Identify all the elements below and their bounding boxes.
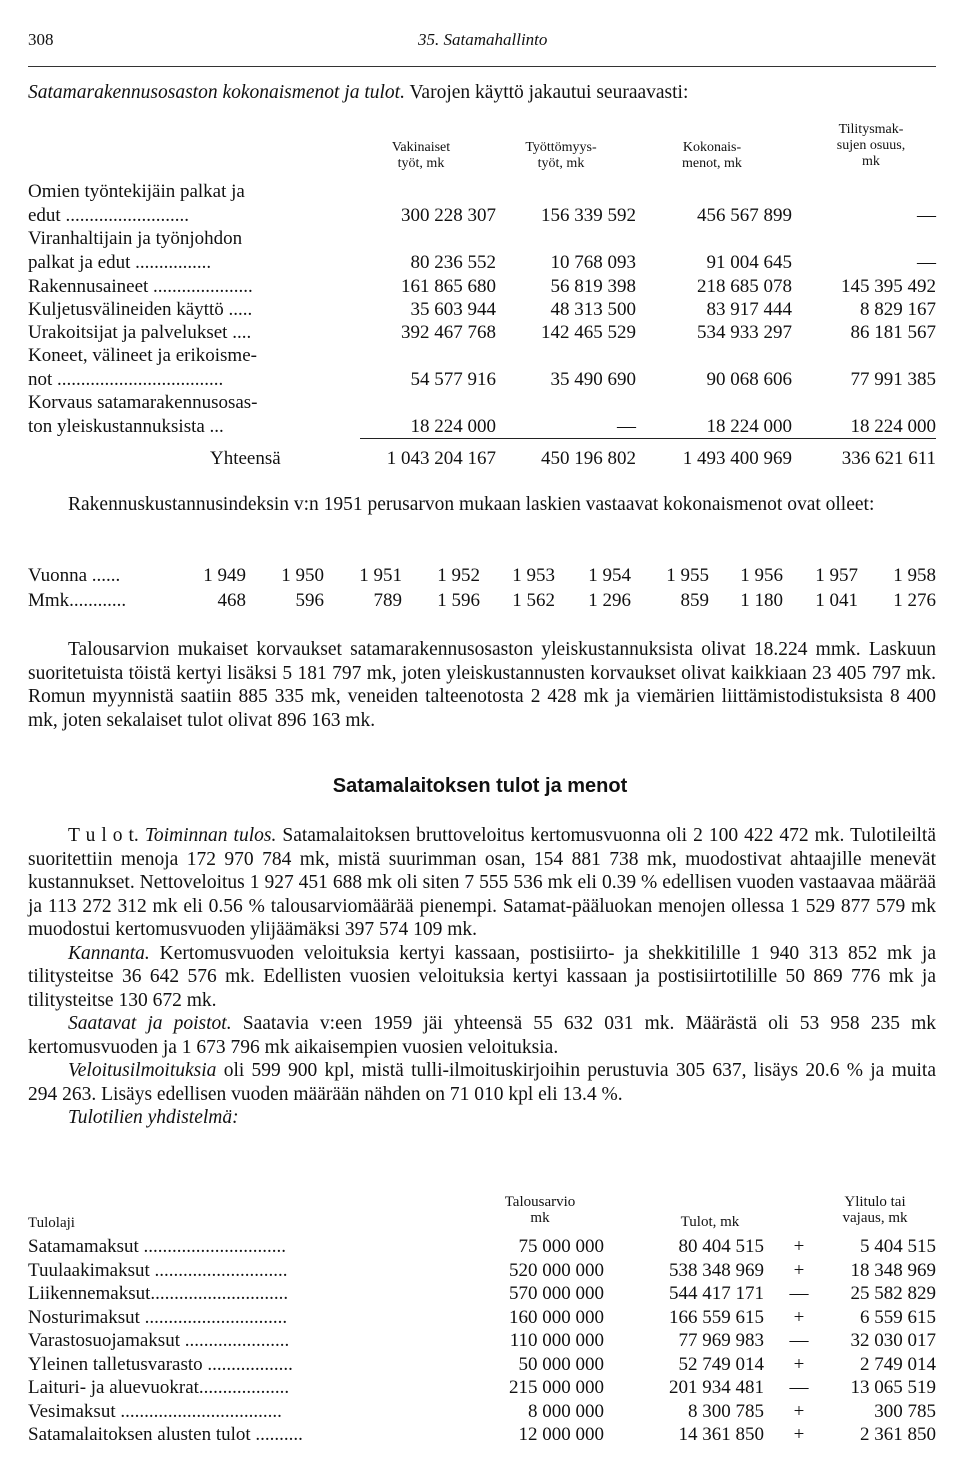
total-cell: 1 493 400 969 [682,448,792,469]
table-cell: 534 933 297 [697,322,792,343]
table-cell: 142 465 529 [541,322,636,343]
income-row-label: Vesimaksut .................................. [28,1400,282,1422]
column-header: Tilitysmak- sujen osuus, mk [836,122,906,169]
diff-cell: 13 065 519 [850,1377,936,1398]
column-header: Tulot, mk [680,1214,740,1230]
sign-cell: — [789,1283,809,1304]
table-cell: 80 236 552 [410,252,496,273]
mmk-cell: 596 [295,590,324,611]
mmk-cell: 859 [680,590,709,611]
diff-cell: 5 404 515 [860,1236,936,1257]
column-header: Vakinaiset työt, mk [391,140,451,171]
table-cell: 18 224 000 [410,416,496,437]
sign-cell: + [793,1259,805,1281]
paragraph-3 [28,824,936,1130]
intro-line [28,82,688,104]
mmk-cell: 1 596 [437,590,480,611]
column-header: Työttömyys- työt, mk [525,140,597,171]
year-cell: 1 949 [203,565,246,586]
income-cell: 52 749 014 [678,1353,764,1375]
income-cell: 166 559 615 [669,1306,764,1328]
table-cell: 456 567 899 [697,205,792,226]
para4-text: Kertomusvuoden veloituksia kertyi kassaan, postisiirto- ja shekkitilille 1 940 313 852 mk ja tilitysteitse 36 642 576 mk. Edellisten vuosien veloituksia kertyi kassaan ja postisiirtotilille 50 869 776 mk ja tilitysteitse 130 672 mk. [28,942,936,1011]
diff-cell: 18 348 969 [850,1259,936,1281]
budget-cell: 12 000 000 [518,1424,604,1445]
diff-cell: 6 559 615 [860,1306,936,1328]
table-cell: 8 829 167 [860,299,936,320]
table-cell: 77 991 385 [850,369,936,390]
income-cell: 8 300 785 [688,1400,764,1422]
table-cell: 18 224 000 [706,416,792,437]
mmk-cell: 789 [373,590,402,611]
income-cell: 14 361 850 [678,1424,764,1445]
intro-italic: Satamarakennusosaston kokonaismenot ja tulot. [28,82,405,103]
budget-cell: 520 000 000 [509,1259,604,1281]
para6-text: oli 599 900 kpl, mistä tulli-ilmoituskirjoihin perustuvia 305 637, lisäys 20.6 % ja muita 294 263. Lisäys edellisen vuoden määrään nähden on 71 010 kpl eli 13.4 %. [28,1060,936,1105]
para6-italic: Veloitusilmoituksia [68,1060,217,1081]
para3-lead: T u l o t. [68,825,139,846]
income-row-label: Nosturimaksut .............................. [28,1306,288,1328]
row-label: Viranhaltijain ja työnjohdon [28,228,243,249]
running-head: 35. Satamahallinto [418,30,548,49]
table-cell: 218 685 078 [697,276,792,297]
row-label: Rakennusaineet ..................... [28,276,253,297]
row-label: Kuljetusvälineiden käyttö ..... [28,299,253,320]
mmk-cell: 1 562 [512,590,555,611]
column-header: Ylitulo tai vajaus, mk [842,1194,908,1226]
income-row-label: Liikennemaksut............................. [28,1283,289,1304]
table-cell: — [917,205,936,226]
index-paragraph [28,493,936,517]
income-row-label: Yleinen talletusvarasto .................. [28,1353,293,1375]
table-cell: 56 819 398 [550,276,636,297]
year-cell: 1 957 [815,565,858,586]
income-cell: 544 417 171 [669,1283,764,1304]
income-row-label: Satamalaitoksen alusten tulot .......... [28,1424,303,1445]
paragraph-2 [28,638,936,732]
table-cell: 18 224 000 [850,416,936,437]
budget-cell: 8 000 000 [528,1400,604,1422]
table-cell: 35 490 690 [550,369,636,390]
table-cell: 392 467 768 [401,322,496,343]
index-text: Rakennuskustannusindeksin v:n 1951 perusarvon mukaan laskien vastaavat kokonaismenot ovat olleet: [68,494,875,515]
para3-lead-italic: Toiminnan tulos. [144,825,277,846]
sign-cell: + [793,1400,805,1422]
table-cell: 10 768 093 [550,252,636,273]
total-cell: 336 621 611 [841,448,936,469]
year-cell: 1 951 [359,565,402,586]
year-cell: 1 954 [588,565,631,586]
para5-text: Saatavia v:een 1959 jäi yhteensä 55 632 031 mk. Määrästä oli 53 958 235 mk kertomusvuoden ja 1 673 796 mk aikaisempien vuosien veloituksia. [28,1013,937,1058]
income-row-label: Satamamaksut .............................. [28,1236,287,1257]
sign-cell: + [793,1353,805,1375]
diff-cell: 300 785 [874,1400,936,1422]
column-header: Tulolaji [28,1215,75,1231]
mmk-cell: 1 180 [740,590,783,611]
year-cell: 1 958 [893,565,936,586]
total-label: Yhteensä [210,448,281,469]
income-cell: 538 348 969 [669,1259,764,1281]
year-row-label: Vuonna ...... [28,565,121,586]
year-cell: 1 952 [437,565,480,586]
table-cell: 35 603 944 [410,299,496,320]
total-cell: 1 043 204 167 [386,448,496,469]
header-rule [28,66,936,67]
sign-cell: + [793,1306,805,1328]
income-cell: 201 934 481 [669,1377,764,1398]
budget-cell: 160 000 000 [509,1306,604,1328]
intro-rest: Varojen käyttö jakautui seuraavasti: [409,82,689,103]
diff-cell: 2 361 850 [860,1424,936,1445]
table-sum-rule [360,438,936,439]
year-cell: 1 953 [512,565,555,586]
row-label: Urakoitsijat ja palvelukset .... [28,322,252,343]
income-cell: 77 969 983 [678,1330,764,1351]
mmk-cell: 1 276 [893,590,936,611]
para3-text: Satamalaitoksen bruttoveloitus kertomusvuonna oli 2 100 422 472 mk. Tulotileiltä suoritettiin menoja 172 970 784 mk, mistä suurimman osan, 154 881 738 mk, muodostivat ahtaajille menevät kustannukset. Nettoveloitus 1 927 451 688 mk oli siten 7 555 536 mk eli 0.39 % edellisen vuoden vastaavaa määrää ja 113 272 312 mk eli 0.56 % talousarviomäärää pienempi. Satamat-pääluokan menojen ollessa 1 529 877 579 mk muodostui kertomusvuoden ylijäämäksi 397 574 109 mk. [28,825,936,940]
row-label: Korvaus satamarakennusosas- [28,392,258,413]
year-cell: 1 950 [281,565,324,586]
table-cell: 300 228 307 [401,205,496,226]
table2-title: Tulotilien yhdistelmä: [68,1107,239,1128]
row-label: not ................................... [28,369,224,390]
mmk-cell: 1 041 [815,590,858,611]
table-cell: 48 313 500 [550,299,636,320]
budget-cell: 570 000 000 [509,1283,604,1304]
year-cell: 1 956 [740,565,783,586]
table-cell: 161 865 680 [401,276,496,297]
diff-cell: 2 749 014 [860,1353,936,1375]
row-label: palkat ja edut ................ [28,252,212,273]
income-cell: 80 404 515 [678,1236,764,1257]
income-row-label: Tuulaakimaksut ............................ [28,1259,288,1281]
para4-italic: Kannanta. [68,942,150,964]
budget-cell: 75 000 000 [518,1236,604,1257]
budget-cell: 215 000 000 [509,1377,604,1398]
sign-cell: + [793,1236,805,1257]
row-label: Omien työntekijäin palkat ja [28,181,245,202]
sign-cell: + [793,1424,805,1445]
row-label: edut .......................... [28,205,189,226]
column-header: Kokonais- menot, mk [682,140,742,171]
table-cell: 54 577 916 [410,369,496,390]
table-cell: 83 917 444 [706,299,792,320]
row-label: ton yleiskustannuksista ... [28,416,224,437]
mmk-cell: 1 296 [588,590,631,611]
table-cell: 86 181 567 [850,322,936,343]
section-title: Satamalaitoksen tulot ja menot [332,775,628,797]
table-cell: 145 395 492 [841,276,936,297]
sign-cell: — [789,1330,809,1351]
diff-cell: 25 582 829 [850,1283,936,1304]
total-cell: 450 196 802 [541,448,636,469]
income-row-label: Varastosuojamaksut ...................... [28,1330,290,1351]
sign-cell: — [789,1377,809,1398]
column-header: Talousarvio mk [504,1194,576,1226]
budget-cell: 110 000 000 [509,1330,604,1351]
budget-cell: 50 000 000 [518,1353,604,1375]
table-cell: 90 068 606 [706,369,792,390]
income-row-label: Laituri- ja aluevuokrat................... [28,1377,290,1398]
year-cell: 1 955 [666,565,709,586]
table-cell: — [617,416,636,437]
diff-cell: 32 030 017 [850,1330,936,1351]
table-cell: 156 339 592 [541,205,636,226]
para2-text: Talousarvion mukaiset korvaukset satamarakennusosaston yleiskustannuksista olivat 18.224 mmk. Laskuun suoritetuista töistä kertyi lisäksi 5 181 797 mk, joten yleiskustannusten korvaukset olivat kaikkiaan 23 405 797 mk. Romun myynnistä saatiin 885 335 mk, veneiden talteenotosta 2 428 mk ja viemärien liittämistodistuksista 8 400 mk, joten sekalaiset tulot olivat 896 163 mk. [28,639,936,731]
para5-italic: Saatavat ja poistot. [68,1013,232,1034]
mmk-cell: 468 [217,590,246,611]
table-cell: 91 004 645 [706,252,792,273]
mmk-row-label: Mmk............ [28,590,127,611]
table-cell: — [917,252,936,273]
row-label: Koneet, välineet ja erikoisme- [28,345,257,366]
page-number: 308 [28,30,54,49]
